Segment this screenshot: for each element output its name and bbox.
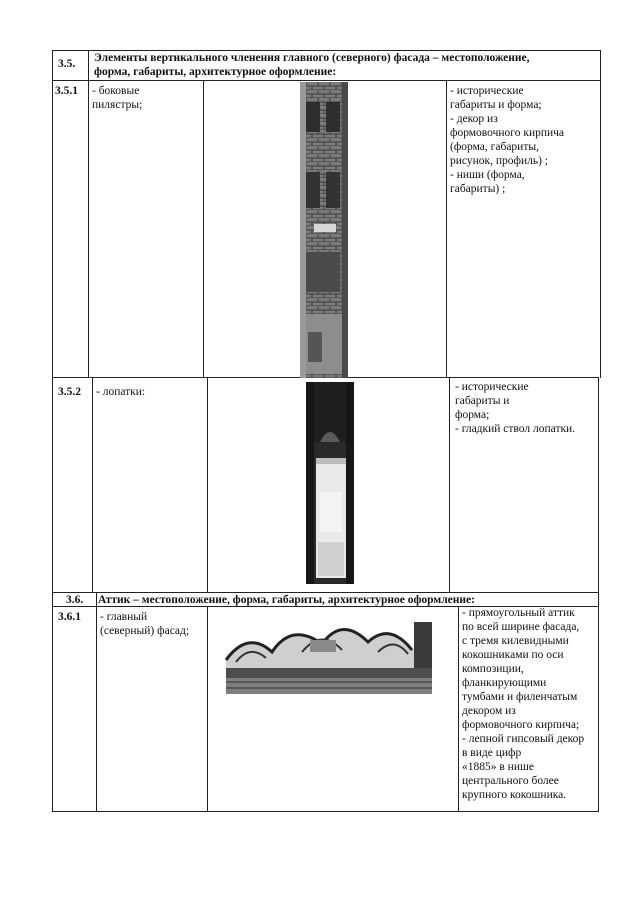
table-border-right [600, 50, 601, 378]
row-number: 3.6.1 [58, 611, 81, 623]
section-title: Элементы вертикального членения главного (северного) фасада – местоположение, форма, габариты, архитектурное оформление: [94, 52, 530, 78]
column-divider-description [458, 606, 459, 812]
element-name: - боковые пилястры; [92, 85, 143, 111]
element-name: - лопатки: [96, 386, 146, 398]
row-number: 3.5.1 [55, 85, 78, 97]
element-description: - исторические габариты и форма; - гладкий ствол лопатки. [455, 381, 576, 435]
table-border-bottom [52, 811, 598, 812]
element-description: - прямоугольный аттик по всей ширине фасада, с тремя килевидными кокошниками по оси композиции, фланкирующими тумбами и филенчатым декором из формовочного кирпича; - лепной гипсовый декор в виде цифр «1885» в нише центрального более крупного кокошника. [462, 607, 585, 801]
section-number: 3.5. [58, 58, 76, 70]
element-name: - главный (северный) фасад; [100, 611, 190, 637]
table-border-left [52, 50, 53, 812]
element-description: - исторические габариты и форма; - декор из формовочного кирпича (форма, габариты, рисунок, профиль) ; - ниши (форма, габариты) ; [450, 85, 565, 195]
column-divider-number [96, 592, 97, 812]
column-divider-element [207, 606, 208, 812]
column-divider-number [88, 50, 89, 378]
lopatka-photo [306, 382, 354, 584]
column-divider-element [207, 377, 208, 593]
section-header-divider [52, 80, 600, 81]
row-number: 3.5.2 [58, 386, 81, 398]
column-divider-element [203, 80, 204, 378]
column-divider-description [446, 80, 447, 378]
table-border-right [598, 377, 599, 812]
section-title: Аттик – местоположение, форма, габариты, архитектурное оформление: [98, 594, 475, 606]
column-divider-description [449, 377, 450, 593]
section-number: 3.6. [66, 594, 84, 606]
pilaster-photo [300, 82, 348, 378]
attic-photo [218, 612, 446, 694]
column-divider-number [92, 377, 93, 593]
